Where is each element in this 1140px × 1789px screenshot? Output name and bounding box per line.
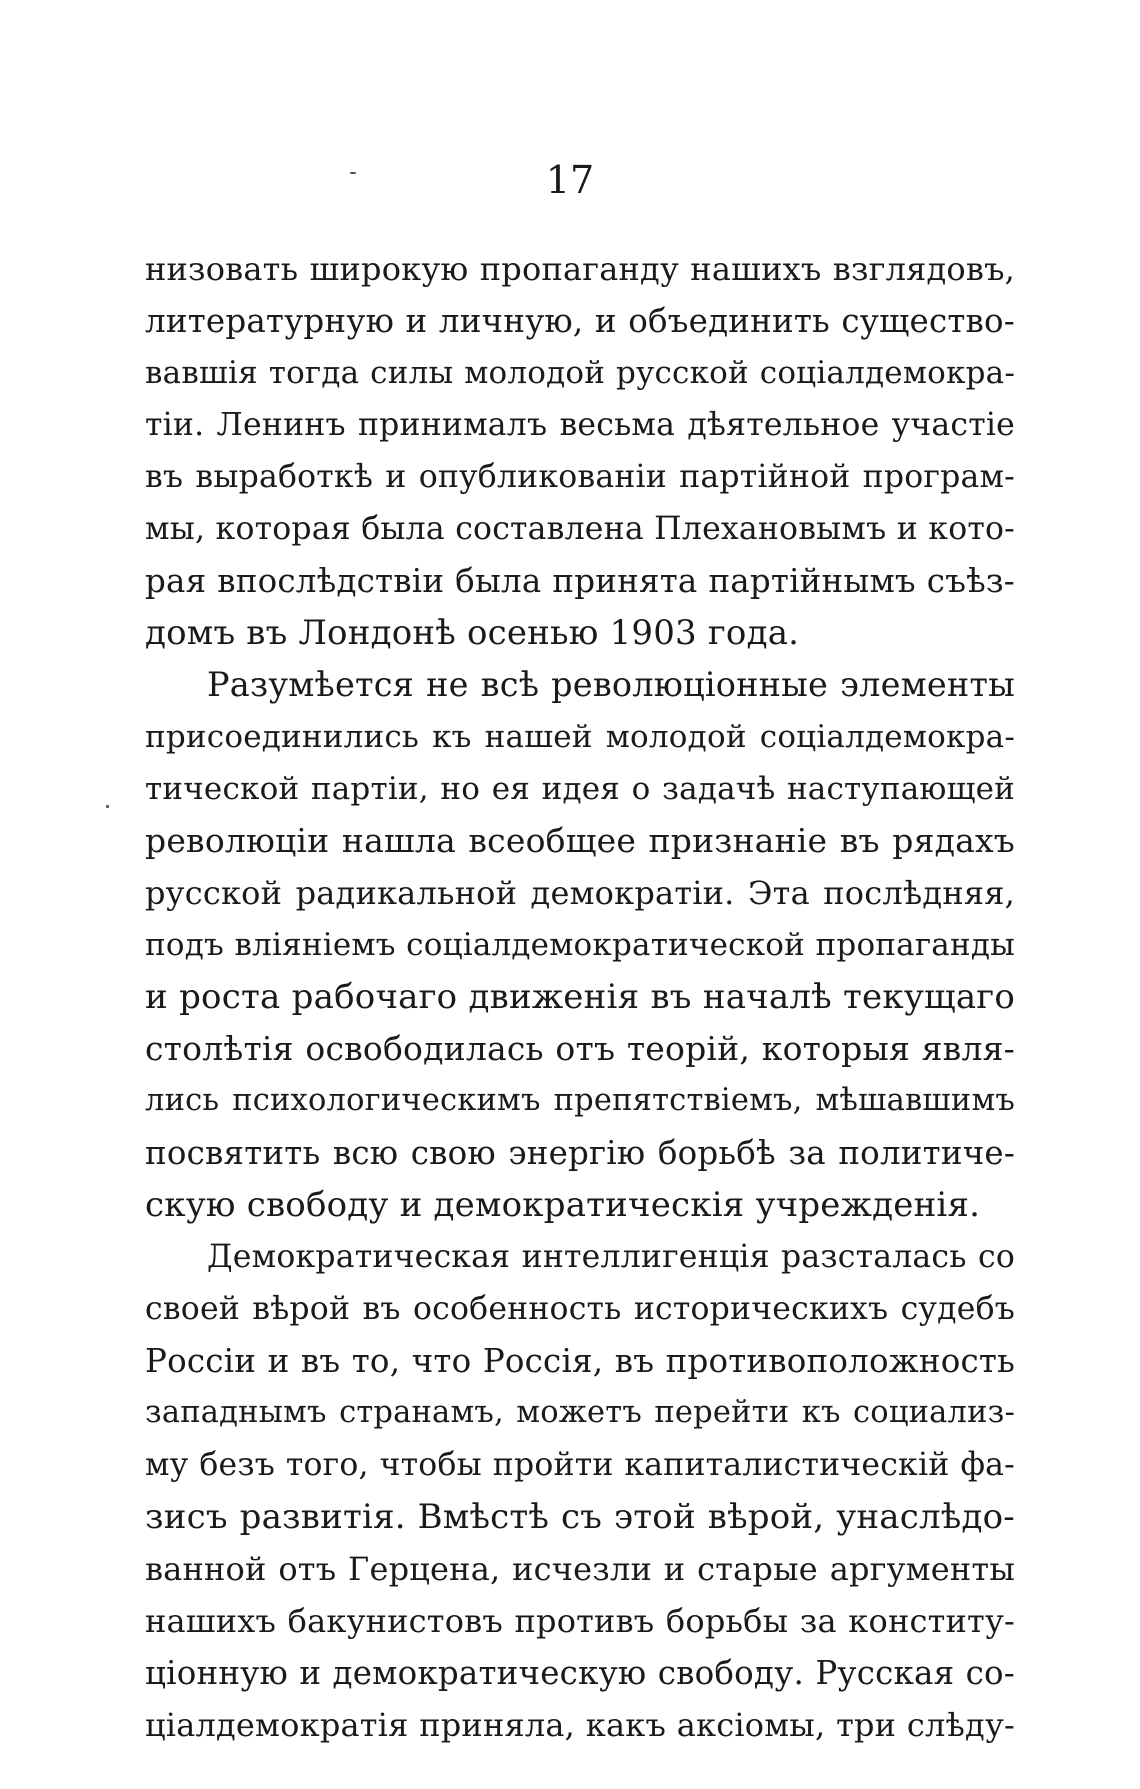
text-line: своей вѣрой въ особенность историческихъ судебъ [145, 1291, 1015, 1327]
text-line: ванной отъ Герцена, исчезли и старые аргументы [145, 1550, 1015, 1588]
text-line: подъ вліяніемъ соціалдемократической пропаганды [145, 927, 1015, 963]
text-line: ціалдемократія приняла, какъ аксіомы, три слѣду- [145, 1706, 1015, 1744]
text-line: домъ въ Лондонѣ осенью 1903 года. [145, 613, 800, 653]
text-line: западнымъ странамъ, можетъ перейти къ социализ- [145, 1395, 1015, 1430]
text-line: посвятить всю свою энергію борьбѣ за политиче- [145, 1134, 1015, 1172]
text-line: мы, которая была составлена Плехановымъ и кото- [145, 511, 1015, 547]
text-line: столѣтія освободилась отъ теорій, которыя явля- [145, 1029, 1015, 1068]
text-line: низовать широкую пропаганду нашихъ взглядовъ, [145, 250, 1015, 288]
body-text [145, 243, 1015, 1751]
text-line: въ выработкѣ и опубликованіи партійной програм- [145, 459, 1015, 495]
text-line: литературную и личную, и объединить существо- [145, 302, 1015, 340]
text-line: лись психологическимъ препятствіемъ, мѣшавшимъ [145, 1083, 1015, 1118]
text-line: му безъ того, чтобы пройти капиталистическій фа- [145, 1447, 1015, 1483]
text-line: ціонную и демократическую свободу. Русская со- [145, 1654, 1015, 1692]
text-line: зисъ развитія. Вмѣстѣ съ этой вѣрой, унаслѣдо- [145, 1497, 1015, 1537]
text-line: тической партіи, но ея идея о задачѣ наступающей [145, 771, 1015, 807]
text-line: революціи нашла всеобщее признаніе въ рядахъ [145, 821, 1015, 860]
text-line: скую свободу и демократическія учрежденія. [145, 1185, 981, 1225]
text-line: Разумѣется не всѣ революціонные элементы [207, 665, 1015, 704]
text-line: Демократическая интеллигенція разсталась со [207, 1239, 1015, 1275]
text-line: рая впослѣдствіи была принята партійнымъ съѣз- [145, 562, 1015, 600]
text-line: нашихъ бакунистовъ противъ борьбы за конститу- [145, 1602, 1015, 1640]
print-speck [106, 805, 109, 808]
text-line: русской радикальной демократіи. Эта послѣдняя, [145, 874, 1015, 912]
text-line: Россіи и въ то, что Россія, въ противоположность [145, 1342, 1015, 1380]
text-line: тіи. Ленинъ принималъ весьма дѣятельное участіе [145, 407, 1015, 443]
text-line: и роста рабочаго движенія въ началѣ текущаго [145, 977, 1015, 1017]
text-line: присоединились къ нашей молодой соціалдемокра- [145, 719, 1015, 755]
page-number: 17 [545, 158, 595, 202]
text-line: вавшія тогда силы молодой русской соціалдемокра- [145, 355, 1015, 391]
